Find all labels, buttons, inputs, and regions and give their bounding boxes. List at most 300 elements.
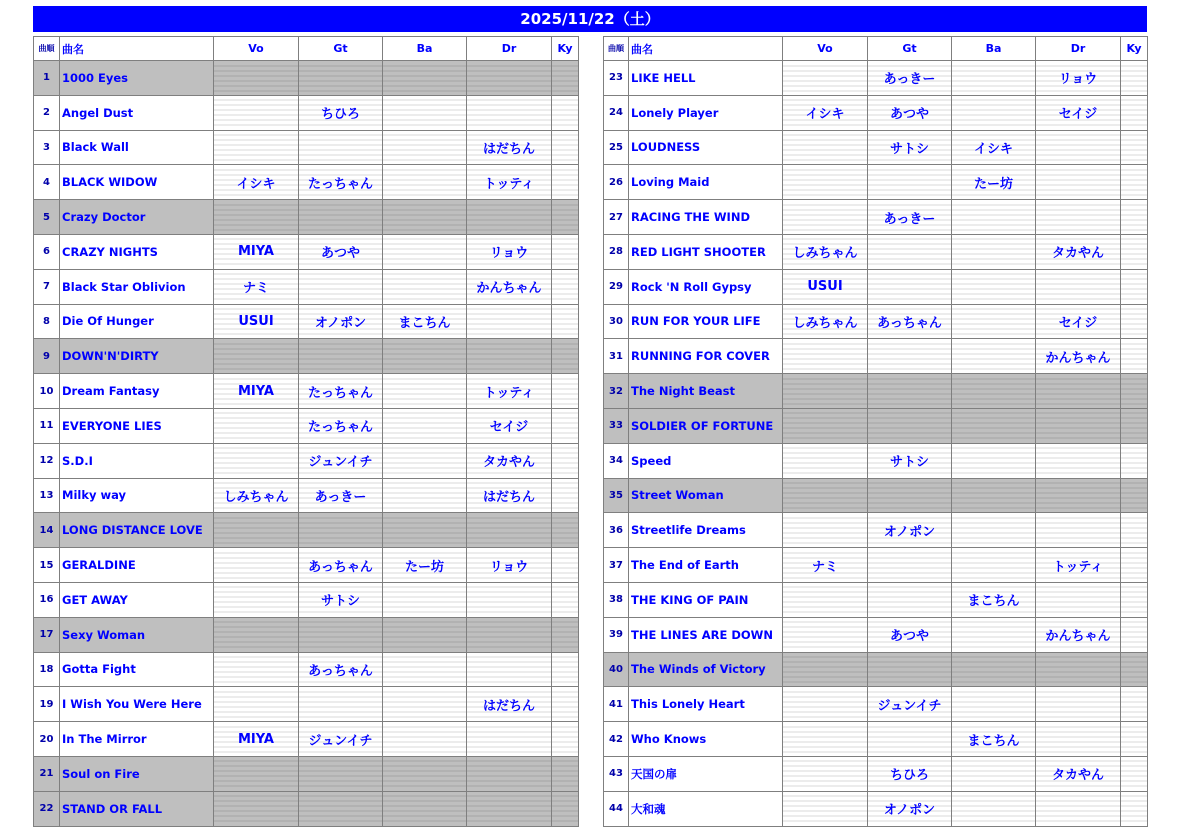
bass-cell	[383, 200, 467, 235]
song-row	[34, 513, 579, 548]
bass-cell	[952, 513, 1036, 548]
keyboard-cell	[552, 722, 579, 757]
vocal-cell	[783, 582, 868, 617]
col-header-dr: Dr	[1036, 37, 1121, 61]
song-number: 24	[604, 95, 629, 130]
song-title: The Winds of Victory	[629, 652, 783, 687]
guitar-cell	[299, 513, 383, 548]
bass-cell	[952, 200, 1036, 235]
song-number: 18	[34, 652, 60, 687]
guitar-cell: あつや	[868, 95, 952, 130]
vocal-cell: イシキ	[783, 95, 868, 130]
song-row	[34, 478, 579, 513]
song-number: 43	[604, 756, 629, 791]
col-header-name: 曲名	[629, 37, 783, 61]
guitar-cell: ジュンイチ	[868, 687, 952, 722]
song-row	[604, 548, 1148, 583]
song-title: LONG DISTANCE LOVE	[60, 513, 214, 548]
drum-cell	[1036, 130, 1121, 165]
guitar-cell	[868, 408, 952, 443]
song-title: S.D.I	[60, 443, 214, 478]
bass-cell: イシキ	[952, 130, 1036, 165]
guitar-cell: サトシ	[868, 443, 952, 478]
vocal-cell: MIYA	[214, 374, 299, 409]
song-row	[604, 304, 1148, 339]
song-row	[604, 165, 1148, 200]
drum-cell	[1036, 478, 1121, 513]
drum-cell: リョウ	[1036, 61, 1121, 96]
song-title: Milky way	[60, 478, 214, 513]
bass-cell	[952, 95, 1036, 130]
header-row	[604, 37, 1148, 61]
bass-cell	[952, 652, 1036, 687]
song-title: SOLDIER OF FORTUNE	[629, 408, 783, 443]
drum-cell	[1036, 582, 1121, 617]
keyboard-cell	[552, 408, 579, 443]
vocal-cell: しみちゃん	[214, 478, 299, 513]
drum-cell: リョウ	[467, 548, 552, 583]
drum-cell: トッティ	[1036, 548, 1121, 583]
song-number: 11	[34, 408, 60, 443]
vocal-cell: USUI	[214, 304, 299, 339]
keyboard-cell	[1121, 374, 1148, 409]
drum-cell	[467, 791, 552, 826]
bass-cell	[952, 234, 1036, 269]
song-title: Sexy Woman	[60, 617, 214, 652]
setlist-table-right	[603, 36, 1148, 827]
song-title: Lonely Player	[629, 95, 783, 130]
song-title: I Wish You Were Here	[60, 687, 214, 722]
song-row	[604, 130, 1148, 165]
song-title: Dream Fantasy	[60, 374, 214, 409]
vocal-cell	[214, 95, 299, 130]
song-number: 16	[34, 582, 60, 617]
bass-cell	[383, 269, 467, 304]
song-row	[34, 756, 579, 791]
vocal-cell	[214, 408, 299, 443]
song-title: Soul on Fire	[60, 756, 214, 791]
drum-cell	[467, 756, 552, 791]
song-title: RACING THE WIND	[629, 200, 783, 235]
vocal-cell	[783, 791, 868, 826]
keyboard-cell	[1121, 234, 1148, 269]
keyboard-cell	[552, 687, 579, 722]
drum-cell: かんちゃん	[467, 269, 552, 304]
song-row	[34, 165, 579, 200]
drum-cell	[467, 304, 552, 339]
vocal-cell: しみちゃん	[783, 304, 868, 339]
drum-cell	[1036, 269, 1121, 304]
song-title: Black Star Oblivion	[60, 269, 214, 304]
guitar-cell	[868, 652, 952, 687]
keyboard-cell	[552, 304, 579, 339]
song-number: 19	[34, 687, 60, 722]
header-row	[34, 37, 579, 61]
vocal-cell	[783, 687, 868, 722]
vocal-cell	[214, 443, 299, 478]
bass-cell	[383, 617, 467, 652]
guitar-cell: ちひろ	[299, 95, 383, 130]
keyboard-cell	[1121, 130, 1148, 165]
keyboard-cell	[1121, 339, 1148, 374]
keyboard-cell	[552, 548, 579, 583]
song-number: 36	[604, 513, 629, 548]
song-title: 1000 Eyes	[60, 61, 214, 96]
song-number: 7	[34, 269, 60, 304]
vocal-cell	[783, 130, 868, 165]
song-number: 5	[34, 200, 60, 235]
guitar-cell: あっちゃん	[299, 652, 383, 687]
song-row	[604, 443, 1148, 478]
drum-cell	[467, 61, 552, 96]
vocal-cell	[214, 617, 299, 652]
col-header-vo: Vo	[214, 37, 299, 61]
vocal-cell	[214, 756, 299, 791]
col-header-vo: Vo	[783, 37, 868, 61]
song-number: 37	[604, 548, 629, 583]
vocal-cell: イシキ	[214, 165, 299, 200]
guitar-cell: オノポン	[299, 304, 383, 339]
drum-cell	[467, 95, 552, 130]
keyboard-cell	[1121, 756, 1148, 791]
drum-cell	[1036, 687, 1121, 722]
song-title: Who Knows	[629, 722, 783, 757]
keyboard-cell	[1121, 304, 1148, 339]
song-number: 38	[604, 582, 629, 617]
keyboard-cell	[1121, 687, 1148, 722]
drum-cell: かんちゃん	[1036, 339, 1121, 374]
song-number: 21	[34, 756, 60, 791]
vocal-cell	[783, 722, 868, 757]
song-title: THE KING OF PAIN	[629, 582, 783, 617]
song-row	[604, 722, 1148, 757]
keyboard-cell	[552, 165, 579, 200]
song-number: 31	[604, 339, 629, 374]
col-header-dr: Dr	[467, 37, 552, 61]
bass-cell	[952, 791, 1036, 826]
date-title-bar	[33, 6, 1147, 32]
drum-cell: はだちん	[467, 478, 552, 513]
col-header-ba: Ba	[952, 37, 1036, 61]
bass-cell	[952, 687, 1036, 722]
vocal-cell	[214, 61, 299, 96]
drum-cell: タカやん	[467, 443, 552, 478]
song-number: 39	[604, 617, 629, 652]
keyboard-cell	[552, 374, 579, 409]
guitar-cell	[299, 61, 383, 96]
song-row	[34, 443, 579, 478]
song-title: GET AWAY	[60, 582, 214, 617]
drum-cell: トッティ	[467, 165, 552, 200]
guitar-cell	[868, 234, 952, 269]
song-row	[34, 582, 579, 617]
bass-cell: まこちん	[952, 582, 1036, 617]
song-row	[604, 582, 1148, 617]
bass-cell	[383, 652, 467, 687]
song-title: Crazy Doctor	[60, 200, 214, 235]
song-title: Gotta Fight	[60, 652, 214, 687]
song-title: GERALDINE	[60, 548, 214, 583]
guitar-cell: あっきー	[299, 478, 383, 513]
bass-cell	[952, 408, 1036, 443]
song-title: LOUDNESS	[629, 130, 783, 165]
col-header-gt: Gt	[299, 37, 383, 61]
keyboard-cell	[1121, 269, 1148, 304]
guitar-cell: あっちゃん	[299, 548, 383, 583]
drum-cell	[467, 513, 552, 548]
guitar-cell	[868, 548, 952, 583]
vocal-cell	[783, 200, 868, 235]
bass-cell	[383, 234, 467, 269]
keyboard-cell	[552, 95, 579, 130]
vocal-cell: ナミ	[783, 548, 868, 583]
song-row	[34, 269, 579, 304]
bass-cell	[383, 165, 467, 200]
song-row	[34, 548, 579, 583]
song-row	[604, 61, 1148, 96]
bass-cell	[383, 61, 467, 96]
drum-cell: セイジ	[467, 408, 552, 443]
drum-cell: かんちゃん	[1036, 617, 1121, 652]
song-title: Black Wall	[60, 130, 214, 165]
bass-cell	[383, 756, 467, 791]
drum-cell	[1036, 652, 1121, 687]
song-row	[604, 617, 1148, 652]
song-title: BLACK WIDOW	[60, 165, 214, 200]
keyboard-cell	[1121, 408, 1148, 443]
guitar-cell	[868, 339, 952, 374]
bass-cell: たー坊	[383, 548, 467, 583]
drum-cell	[1036, 722, 1121, 757]
bass-cell	[383, 339, 467, 374]
song-row	[604, 756, 1148, 791]
keyboard-cell	[1121, 478, 1148, 513]
song-row	[34, 791, 579, 826]
date-title: 2025/11/22（土）	[520, 10, 660, 28]
keyboard-cell	[1121, 791, 1148, 826]
keyboard-cell	[552, 652, 579, 687]
guitar-cell	[868, 269, 952, 304]
col-header-no: 曲順	[34, 37, 60, 61]
bass-cell	[383, 722, 467, 757]
drum-cell: セイジ	[1036, 95, 1121, 130]
col-header-no: 曲順	[604, 37, 629, 61]
song-title: RED LIGHT SHOOTER	[629, 234, 783, 269]
song-title: 天国の扉	[629, 756, 783, 791]
bass-cell	[952, 443, 1036, 478]
bass-cell	[383, 791, 467, 826]
bass-cell	[383, 95, 467, 130]
drum-cell: タカやん	[1036, 756, 1121, 791]
song-number: 33	[604, 408, 629, 443]
drum-cell: タカやん	[1036, 234, 1121, 269]
song-number: 15	[34, 548, 60, 583]
song-row	[34, 200, 579, 235]
song-row	[604, 374, 1148, 409]
bass-cell	[383, 687, 467, 722]
guitar-cell: サトシ	[868, 130, 952, 165]
keyboard-cell	[1121, 722, 1148, 757]
bass-cell	[383, 130, 467, 165]
drum-cell: セイジ	[1036, 304, 1121, 339]
song-row	[604, 234, 1148, 269]
song-number: 14	[34, 513, 60, 548]
guitar-cell	[299, 339, 383, 374]
bass-cell	[952, 548, 1036, 583]
bass-cell: たー坊	[952, 165, 1036, 200]
col-header-ky: Ky	[1121, 37, 1148, 61]
song-row	[34, 408, 579, 443]
drum-cell	[1036, 443, 1121, 478]
vocal-cell	[783, 617, 868, 652]
drum-cell: はだちん	[467, 687, 552, 722]
song-number: 23	[604, 61, 629, 96]
vocal-cell	[783, 165, 868, 200]
keyboard-cell	[552, 791, 579, 826]
song-number: 2	[34, 95, 60, 130]
guitar-cell	[868, 165, 952, 200]
bass-cell: まこちん	[952, 722, 1036, 757]
vocal-cell	[783, 408, 868, 443]
song-number: 8	[34, 304, 60, 339]
drum-cell	[1036, 791, 1121, 826]
song-row	[34, 304, 579, 339]
col-header-ky: Ky	[552, 37, 579, 61]
song-title: 大和魂	[629, 791, 783, 826]
song-title: EVERYONE LIES	[60, 408, 214, 443]
song-number: 42	[604, 722, 629, 757]
guitar-cell	[868, 374, 952, 409]
song-row	[604, 339, 1148, 374]
song-number: 28	[604, 234, 629, 269]
song-row	[604, 513, 1148, 548]
bass-cell	[952, 61, 1036, 96]
song-title: DOWN'N'DIRTY	[60, 339, 214, 374]
song-title: In The Mirror	[60, 722, 214, 757]
vocal-cell	[214, 513, 299, 548]
guitar-cell: たっちゃん	[299, 374, 383, 409]
song-number: 35	[604, 478, 629, 513]
song-row	[34, 95, 579, 130]
song-number: 12	[34, 443, 60, 478]
keyboard-cell	[1121, 513, 1148, 548]
vocal-cell	[214, 548, 299, 583]
guitar-cell: ジュンイチ	[299, 443, 383, 478]
vocal-cell	[783, 443, 868, 478]
guitar-cell	[299, 791, 383, 826]
col-header-gt: Gt	[868, 37, 952, 61]
keyboard-cell	[1121, 582, 1148, 617]
song-title: The Night Beast	[629, 374, 783, 409]
song-row	[34, 687, 579, 722]
song-title: RUN FOR YOUR LIFE	[629, 304, 783, 339]
vocal-cell: MIYA	[214, 234, 299, 269]
keyboard-cell	[552, 513, 579, 548]
song-title: Loving Maid	[629, 165, 783, 200]
vocal-cell: MIYA	[214, 722, 299, 757]
guitar-cell: オノポン	[868, 513, 952, 548]
drum-cell	[1036, 513, 1121, 548]
vocal-cell	[214, 687, 299, 722]
song-row	[604, 687, 1148, 722]
song-number: 17	[34, 617, 60, 652]
song-title: The End of Earth	[629, 548, 783, 583]
keyboard-cell	[552, 234, 579, 269]
song-number: 10	[34, 374, 60, 409]
drum-cell: はだちん	[467, 130, 552, 165]
song-title: RUNNING FOR COVER	[629, 339, 783, 374]
guitar-cell	[299, 269, 383, 304]
drum-cell	[467, 722, 552, 757]
vocal-cell	[783, 513, 868, 548]
setlist-table-left	[33, 36, 579, 827]
song-row	[34, 339, 579, 374]
keyboard-cell	[552, 582, 579, 617]
guitar-cell: たっちゃん	[299, 408, 383, 443]
bass-cell	[383, 443, 467, 478]
drum-cell	[467, 582, 552, 617]
vocal-cell	[783, 339, 868, 374]
song-number: 26	[604, 165, 629, 200]
drum-cell	[467, 200, 552, 235]
vocal-cell	[214, 652, 299, 687]
drum-cell: トッティ	[467, 374, 552, 409]
col-header-ba: Ba	[383, 37, 467, 61]
song-number: 27	[604, 200, 629, 235]
guitar-cell: サトシ	[299, 582, 383, 617]
keyboard-cell	[552, 269, 579, 304]
song-number: 41	[604, 687, 629, 722]
song-number: 30	[604, 304, 629, 339]
keyboard-cell	[552, 61, 579, 96]
drum-cell	[467, 339, 552, 374]
keyboard-cell	[1121, 95, 1148, 130]
vocal-cell	[783, 478, 868, 513]
song-number: 34	[604, 443, 629, 478]
song-title: Die Of Hunger	[60, 304, 214, 339]
vocal-cell: しみちゃん	[783, 234, 868, 269]
guitar-cell	[868, 478, 952, 513]
guitar-cell: ちひろ	[868, 756, 952, 791]
keyboard-cell	[552, 443, 579, 478]
bass-cell	[383, 478, 467, 513]
bass-cell	[952, 617, 1036, 652]
drum-cell	[1036, 165, 1121, 200]
song-title: Rock 'N Roll Gypsy	[629, 269, 783, 304]
guitar-cell	[299, 687, 383, 722]
song-number: 9	[34, 339, 60, 374]
song-number: 44	[604, 791, 629, 826]
song-number: 20	[34, 722, 60, 757]
song-row	[34, 374, 579, 409]
keyboard-cell	[1121, 200, 1148, 235]
song-number: 6	[34, 234, 60, 269]
vocal-cell	[783, 756, 868, 791]
song-row	[604, 478, 1148, 513]
drum-cell	[1036, 200, 1121, 235]
song-row	[34, 722, 579, 757]
keyboard-cell	[552, 617, 579, 652]
song-title: Street Woman	[629, 478, 783, 513]
song-title: STAND OR FALL	[60, 791, 214, 826]
song-row	[34, 234, 579, 269]
bass-cell	[952, 304, 1036, 339]
song-title: THE LINES ARE DOWN	[629, 617, 783, 652]
keyboard-cell	[1121, 165, 1148, 200]
keyboard-cell	[1121, 61, 1148, 96]
drum-cell	[467, 652, 552, 687]
keyboard-cell	[1121, 617, 1148, 652]
